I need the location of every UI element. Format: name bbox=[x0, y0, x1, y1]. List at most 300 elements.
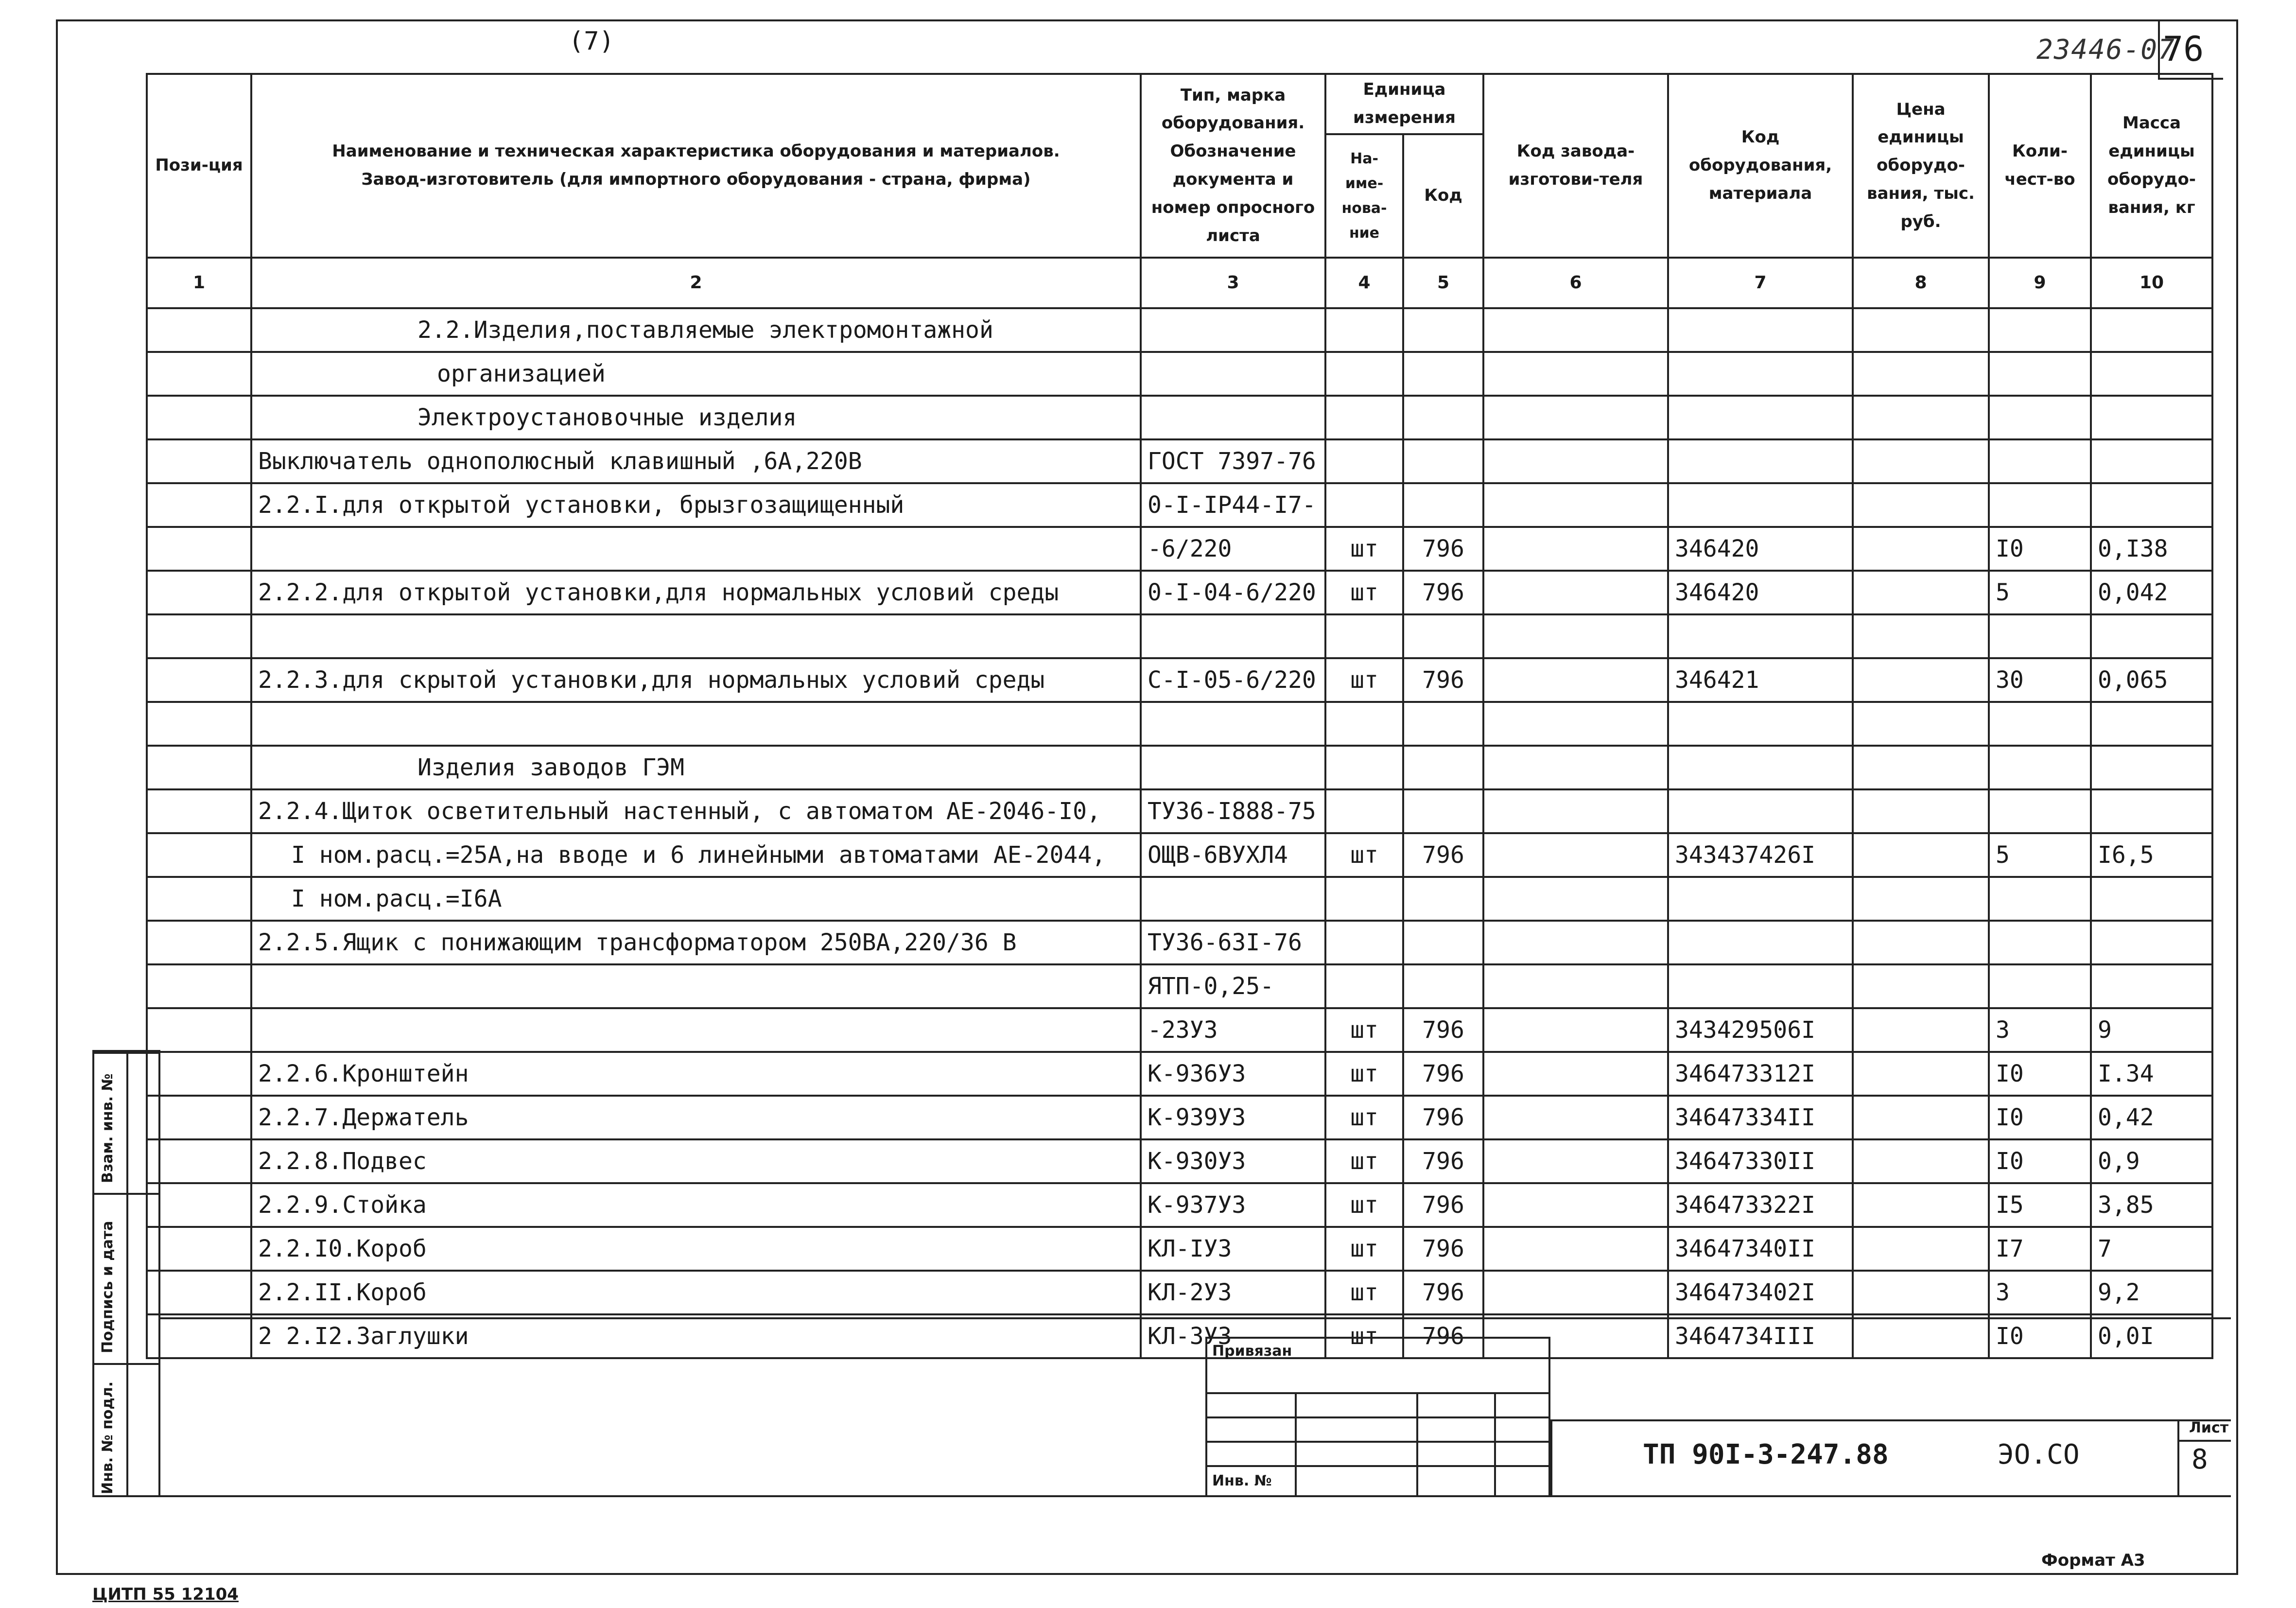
cell-equipment-code: 34647330II bbox=[1668, 1139, 1853, 1183]
cell-equipment-code bbox=[1668, 877, 1853, 921]
cell-unit-code bbox=[1403, 921, 1483, 964]
cell-position bbox=[147, 352, 251, 396]
sheet-box bbox=[2177, 1419, 2231, 1497]
column-number: 1 bbox=[147, 258, 251, 308]
cell-equipment-code bbox=[1668, 439, 1853, 483]
cell-mass: 0,042 bbox=[2091, 571, 2212, 614]
cell-mass: 0,0I bbox=[2091, 1314, 2212, 1358]
cell-mass bbox=[2091, 352, 2212, 396]
cell-position bbox=[147, 483, 251, 527]
cell-type: 0-I-IP44-I7- bbox=[1141, 483, 1325, 527]
cell-name: 2.2.Изделия,поставляемые электромонтажной bbox=[251, 308, 1141, 352]
cell-type: ГОСТ 7397-76 bbox=[1141, 439, 1325, 483]
header-factory-code: Код завода-изготови-теля bbox=[1483, 74, 1668, 258]
header-position: Пози-ция bbox=[147, 74, 251, 258]
header-name-line2: Завод-изготовитель (для импортного оборудования - страна, фирма) bbox=[361, 170, 1031, 189]
cell-mass bbox=[2091, 877, 2212, 921]
cell-position bbox=[147, 702, 251, 746]
cell-factory-code bbox=[1483, 658, 1668, 702]
header-unit-group: Единица измерения bbox=[1325, 74, 1483, 134]
cell-position bbox=[147, 1227, 251, 1271]
cell-type: КЛ-3У3 bbox=[1141, 1314, 1325, 1358]
cell-type: -23У3 bbox=[1141, 1008, 1325, 1052]
cell-equipment-code: 346473402I bbox=[1668, 1271, 1853, 1314]
cell-unit: шт bbox=[1325, 527, 1403, 571]
cell-position bbox=[147, 658, 251, 702]
header-equipment-code: Код оборудования, материала bbox=[1668, 74, 1853, 258]
table-row bbox=[147, 1052, 2212, 1096]
cell-unit bbox=[1325, 439, 1403, 483]
column-number: 9 bbox=[1989, 258, 2091, 308]
cell-price bbox=[1853, 483, 1989, 527]
cell-unit-code: 796 bbox=[1403, 658, 1483, 702]
cell-unit bbox=[1325, 308, 1403, 352]
header-name-line1: Наименование и техническая характеристика оборудования и материалов. bbox=[332, 141, 1060, 161]
cell-price bbox=[1853, 396, 1989, 439]
cell-type bbox=[1141, 308, 1325, 352]
column-number-row bbox=[147, 258, 2212, 308]
cell-quantity bbox=[1989, 614, 2091, 658]
cell-factory-code bbox=[1483, 702, 1668, 746]
cell-name: I ном.расц.=25А,на вводе и 6 линейными автоматами АЕ-2044, bbox=[251, 833, 1141, 877]
header-row bbox=[147, 74, 2212, 134]
cell-quantity: I0 bbox=[1989, 1139, 2091, 1183]
header-quantity: Коли-чест-во bbox=[1989, 74, 2091, 258]
table-row bbox=[147, 702, 2212, 746]
header-unit-name: На-име-нова-ние bbox=[1325, 134, 1403, 258]
cell-name: Электроустановочные изделия bbox=[251, 396, 1141, 439]
cell-quantity bbox=[1989, 789, 2091, 833]
side-label-inv-orig: Инв. № подл. bbox=[99, 1381, 116, 1494]
cell-unit-code bbox=[1403, 746, 1483, 789]
cell-quantity bbox=[1989, 877, 2091, 921]
cell-unit-code: 796 bbox=[1403, 1008, 1483, 1052]
cell-type: ТУ36-63I-76 bbox=[1141, 921, 1325, 964]
cell-quantity bbox=[1989, 702, 2091, 746]
cell-quantity bbox=[1989, 483, 2091, 527]
cell-factory-code bbox=[1483, 308, 1668, 352]
cell-mass: 7 bbox=[2091, 1227, 2212, 1271]
cell-price bbox=[1853, 658, 1989, 702]
cell-price bbox=[1853, 352, 1989, 396]
cell-unit: шт bbox=[1325, 1139, 1403, 1183]
cell-type: К-939У3 bbox=[1141, 1096, 1325, 1139]
cell-name: 2.2.I.для открытой установки, брызгозащищенный bbox=[251, 483, 1141, 527]
cell-equipment-code bbox=[1668, 702, 1853, 746]
cell-position bbox=[147, 1183, 251, 1227]
cell-factory-code bbox=[1483, 439, 1668, 483]
cell-name bbox=[251, 527, 1141, 571]
cell-type: К-937У3 bbox=[1141, 1183, 1325, 1227]
cell-unit-code bbox=[1403, 877, 1483, 921]
cell-factory-code bbox=[1483, 877, 1668, 921]
cell-price bbox=[1853, 571, 1989, 614]
table-row bbox=[147, 964, 2212, 1008]
cell-unit: шт bbox=[1325, 1314, 1403, 1358]
cell-mass bbox=[2091, 308, 2212, 352]
cell-price bbox=[1853, 1139, 1989, 1183]
cell-factory-code bbox=[1483, 1096, 1668, 1139]
cell-factory-code bbox=[1483, 833, 1668, 877]
cell-quantity bbox=[1989, 921, 2091, 964]
specification-table bbox=[146, 73, 2213, 1359]
table-row bbox=[147, 658, 2212, 702]
archive-number: 23446-07 bbox=[2036, 34, 2175, 66]
cell-factory-code bbox=[1483, 1271, 1668, 1314]
cell-name: 2.2.I0.Короб bbox=[251, 1227, 1141, 1271]
cell-name: 2.2.6.Кронштейн bbox=[251, 1052, 1141, 1096]
cell-type: ОЩВ-6ВУХЛ4 bbox=[1141, 833, 1325, 877]
table-row bbox=[147, 1183, 2212, 1227]
header-mass: Масса единицы оборудо-вания, кг bbox=[2091, 74, 2212, 258]
sheet-label: Лист bbox=[2189, 1419, 2229, 1436]
cell-unit-code bbox=[1403, 483, 1483, 527]
cell-type: ЯТП-0,25- bbox=[1141, 964, 1325, 1008]
cell-unit-code: 796 bbox=[1403, 527, 1483, 571]
cell-unit bbox=[1325, 483, 1403, 527]
column-number: 4 bbox=[1325, 258, 1403, 308]
cell-quantity bbox=[1989, 964, 2091, 1008]
cell-mass bbox=[2091, 789, 2212, 833]
cell-mass bbox=[2091, 746, 2212, 789]
format-label: Формат А3 bbox=[2041, 1551, 2145, 1570]
cell-equipment-code bbox=[1668, 789, 1853, 833]
header-name bbox=[251, 74, 1141, 258]
cell-equipment-code: 346473312I bbox=[1668, 1052, 1853, 1096]
table-row bbox=[147, 571, 2212, 614]
cell-factory-code bbox=[1483, 1139, 1668, 1183]
cell-unit bbox=[1325, 614, 1403, 658]
cell-unit bbox=[1325, 964, 1403, 1008]
cell-quantity: I0 bbox=[1989, 1314, 2091, 1358]
cell-unit bbox=[1325, 396, 1403, 439]
cell-position bbox=[147, 1139, 251, 1183]
cell-mass: 0,I38 bbox=[2091, 527, 2212, 571]
sheet-number: 8 bbox=[2192, 1444, 2208, 1475]
cell-unit-code: 796 bbox=[1403, 1183, 1483, 1227]
column-number: 3 bbox=[1141, 258, 1325, 308]
cell-factory-code bbox=[1483, 746, 1668, 789]
cell-price bbox=[1853, 1227, 1989, 1271]
column-number: 6 bbox=[1483, 258, 1668, 308]
cell-mass: 9 bbox=[2091, 1008, 2212, 1052]
table-row bbox=[147, 1096, 2212, 1139]
cell-price bbox=[1853, 877, 1989, 921]
cell-unit-code: 796 bbox=[1403, 1271, 1483, 1314]
cell-mass: 9,2 bbox=[2091, 1271, 2212, 1314]
table-row bbox=[147, 1227, 2212, 1271]
column-number: 8 bbox=[1853, 258, 1989, 308]
cell-unit bbox=[1325, 702, 1403, 746]
cell-unit-code bbox=[1403, 702, 1483, 746]
cell-position bbox=[147, 571, 251, 614]
cell-equipment-code: 346420 bbox=[1668, 571, 1853, 614]
cell-name: I ном.расц.=I6А bbox=[251, 877, 1141, 921]
table-row bbox=[147, 1008, 2212, 1052]
cell-equipment-code bbox=[1668, 614, 1853, 658]
cell-factory-code bbox=[1483, 614, 1668, 658]
cell-price bbox=[1853, 746, 1989, 789]
cell-equipment-code bbox=[1668, 308, 1853, 352]
cell-quantity bbox=[1989, 396, 2091, 439]
table-row bbox=[147, 1271, 2212, 1314]
table-row bbox=[147, 877, 2212, 921]
cell-position bbox=[147, 308, 251, 352]
cell-factory-code bbox=[1483, 527, 1668, 571]
cell-type bbox=[1141, 746, 1325, 789]
cell-quantity: I0 bbox=[1989, 527, 2091, 571]
cell-mass bbox=[2091, 921, 2212, 964]
stamp-inv-label: Инв. № bbox=[1212, 1472, 1272, 1489]
cell-unit-code bbox=[1403, 396, 1483, 439]
cell-quantity: I0 bbox=[1989, 1096, 2091, 1139]
cell-name: 2.2.7.Держатель bbox=[251, 1096, 1141, 1139]
page-top-number: (7) bbox=[569, 27, 614, 56]
cell-unit-code bbox=[1403, 789, 1483, 833]
cell-mass bbox=[2091, 614, 2212, 658]
cell-unit-code: 796 bbox=[1403, 1314, 1483, 1358]
cell-type: ТУ36-I888-75 bbox=[1141, 789, 1325, 833]
cell-type: К-936У3 bbox=[1141, 1052, 1325, 1096]
attachment-stamp bbox=[1205, 1337, 1550, 1497]
cell-price bbox=[1853, 1052, 1989, 1096]
cell-price bbox=[1853, 308, 1989, 352]
table-row bbox=[147, 921, 2212, 964]
header-unit-code: Код bbox=[1403, 134, 1483, 258]
print-code: ЦИТП 55 12104 bbox=[92, 1585, 239, 1604]
cell-quantity: 5 bbox=[1989, 833, 2091, 877]
table-row bbox=[147, 396, 2212, 439]
cell-position bbox=[147, 746, 251, 789]
cell-equipment-code bbox=[1668, 746, 1853, 789]
cell-price bbox=[1853, 1183, 1989, 1227]
cell-name bbox=[251, 1008, 1141, 1052]
table-row bbox=[147, 1139, 2212, 1183]
cell-unit: шт bbox=[1325, 571, 1403, 614]
column-number: 7 bbox=[1668, 258, 1853, 308]
cell-unit: шт bbox=[1325, 1271, 1403, 1314]
cell-position bbox=[147, 614, 251, 658]
cell-unit: шт bbox=[1325, 658, 1403, 702]
cell-equipment-code: 3464734III bbox=[1668, 1314, 1853, 1358]
cell-quantity: 3 bbox=[1989, 1008, 2091, 1052]
cell-mass bbox=[2091, 396, 2212, 439]
cell-factory-code bbox=[1483, 1227, 1668, 1271]
cell-unit: шт bbox=[1325, 1183, 1403, 1227]
cell-unit-code: 796 bbox=[1403, 1052, 1483, 1096]
cell-name: 2.2.3.для скрытой установки,для нормальных условий среды bbox=[251, 658, 1141, 702]
cell-unit-code: 796 bbox=[1403, 1139, 1483, 1183]
side-label-signature-date: Подпись и дата bbox=[99, 1221, 116, 1353]
cell-type: КЛ-IУ3 bbox=[1141, 1227, 1325, 1271]
cell-equipment-code bbox=[1668, 921, 1853, 964]
cell-unit: шт bbox=[1325, 833, 1403, 877]
cell-name: организацией bbox=[251, 352, 1141, 396]
cell-unit-code: 796 bbox=[1403, 1227, 1483, 1271]
cell-name bbox=[251, 964, 1141, 1008]
cell-mass: I6,5 bbox=[2091, 833, 2212, 877]
cell-position bbox=[147, 439, 251, 483]
cell-position bbox=[147, 833, 251, 877]
cell-factory-code bbox=[1483, 571, 1668, 614]
cell-equipment-code: 346473322I bbox=[1668, 1183, 1853, 1227]
cell-equipment-code: 34647334II bbox=[1668, 1096, 1853, 1139]
cell-unit-code bbox=[1403, 439, 1483, 483]
cell-type bbox=[1141, 396, 1325, 439]
cell-quantity: 30 bbox=[1989, 658, 2091, 702]
cell-equipment-code bbox=[1668, 964, 1853, 1008]
cell-price bbox=[1853, 702, 1989, 746]
cell-mass bbox=[2091, 702, 2212, 746]
cell-type bbox=[1141, 352, 1325, 396]
cell-factory-code bbox=[1483, 1008, 1668, 1052]
table-row bbox=[147, 746, 2212, 789]
cell-equipment-code: 343437426I bbox=[1668, 833, 1853, 877]
cell-price bbox=[1853, 1096, 1989, 1139]
cell-equipment-code: 34647340II bbox=[1668, 1227, 1853, 1271]
cell-factory-code bbox=[1483, 483, 1668, 527]
cell-name: 2.2.8.Подвес bbox=[251, 1139, 1141, 1183]
column-number: 2 bbox=[251, 258, 1141, 308]
cell-mass: I.34 bbox=[2091, 1052, 2212, 1096]
cell-type: КЛ-2У3 bbox=[1141, 1271, 1325, 1314]
cell-name bbox=[251, 614, 1141, 658]
cell-equipment-code bbox=[1668, 483, 1853, 527]
table-row bbox=[147, 352, 2212, 396]
cell-unit-code bbox=[1403, 352, 1483, 396]
cell-quantity bbox=[1989, 308, 2091, 352]
cell-type: -6/220 bbox=[1141, 527, 1325, 571]
side-stamp bbox=[92, 1050, 160, 1497]
cell-unit-code: 796 bbox=[1403, 833, 1483, 877]
column-number: 10 bbox=[2091, 258, 2212, 308]
column-number: 5 bbox=[1403, 258, 1483, 308]
cell-type: С-I-05-6/220 bbox=[1141, 658, 1325, 702]
cell-price bbox=[1853, 833, 1989, 877]
cell-unit: шт bbox=[1325, 1008, 1403, 1052]
cell-unit-code: 796 bbox=[1403, 571, 1483, 614]
cell-quantity bbox=[1989, 746, 2091, 789]
cell-factory-code bbox=[1483, 789, 1668, 833]
cell-name: 2.2.9.Стойка bbox=[251, 1183, 1141, 1227]
cell-position bbox=[147, 1096, 251, 1139]
cell-price bbox=[1853, 789, 1989, 833]
cell-price bbox=[1853, 1271, 1989, 1314]
table-row bbox=[147, 308, 2212, 352]
cell-unit-code bbox=[1403, 964, 1483, 1008]
cell-unit-code bbox=[1403, 614, 1483, 658]
cell-equipment-code bbox=[1668, 352, 1853, 396]
cell-unit bbox=[1325, 789, 1403, 833]
table-row bbox=[147, 483, 2212, 527]
cell-mass bbox=[2091, 483, 2212, 527]
table-row bbox=[147, 833, 2212, 877]
cell-unit bbox=[1325, 921, 1403, 964]
stamp-attached-label: Привязан bbox=[1212, 1343, 1292, 1360]
cell-name: Выключатель однополюсный клавишный ,6А,220В bbox=[251, 439, 1141, 483]
cell-name: 2 2.I2.Заглушки bbox=[251, 1314, 1141, 1358]
table-row bbox=[147, 789, 2212, 833]
table-row bbox=[147, 614, 2212, 658]
cell-position bbox=[147, 1008, 251, 1052]
corner-sheet-number: 76 bbox=[2163, 29, 2204, 69]
cell-type: 0-I-04-6/220 bbox=[1141, 571, 1325, 614]
cell-factory-code bbox=[1483, 396, 1668, 439]
cell-factory-code bbox=[1483, 964, 1668, 1008]
cell-factory-code bbox=[1483, 1052, 1668, 1096]
cell-mass: 0,065 bbox=[2091, 658, 2212, 702]
cell-name: 2.2.II.Короб bbox=[251, 1271, 1141, 1314]
table-row bbox=[147, 439, 2212, 483]
cell-equipment-code: 346421 bbox=[1668, 658, 1853, 702]
cell-quantity: I0 bbox=[1989, 1052, 2091, 1096]
cell-type bbox=[1141, 702, 1325, 746]
cell-quantity bbox=[1989, 439, 2091, 483]
cell-position bbox=[147, 1271, 251, 1314]
cell-factory-code bbox=[1483, 921, 1668, 964]
cell-price bbox=[1853, 439, 1989, 483]
cell-unit: шт bbox=[1325, 1052, 1403, 1096]
cell-name: 2.2.5.Ящик с понижающим трансформатором 250ВА,220/36 В bbox=[251, 921, 1141, 964]
cell-quantity: 3 bbox=[1989, 1271, 2091, 1314]
cell-mass bbox=[2091, 439, 2212, 483]
cell-mass bbox=[2091, 964, 2212, 1008]
cell-equipment-code: 343429506I bbox=[1668, 1008, 1853, 1052]
cell-unit: шт bbox=[1325, 1096, 1403, 1139]
cell-name: Изделия заводов ГЭМ bbox=[251, 746, 1141, 789]
cell-position bbox=[147, 527, 251, 571]
cell-position bbox=[147, 789, 251, 833]
cell-quantity bbox=[1989, 352, 2091, 396]
cell-quantity: 5 bbox=[1989, 571, 2091, 614]
cell-factory-code bbox=[1483, 352, 1668, 396]
cell-mass: 3,85 bbox=[2091, 1183, 2212, 1227]
cell-type bbox=[1141, 877, 1325, 921]
cell-unit bbox=[1325, 877, 1403, 921]
cell-mass: 0,9 bbox=[2091, 1139, 2212, 1183]
cell-equipment-code bbox=[1668, 396, 1853, 439]
cell-type bbox=[1141, 614, 1325, 658]
table-row bbox=[147, 527, 2212, 571]
cell-equipment-code: 346420 bbox=[1668, 527, 1853, 571]
cell-unit-code: 796 bbox=[1403, 1096, 1483, 1139]
cell-position bbox=[147, 396, 251, 439]
cell-unit bbox=[1325, 352, 1403, 396]
cell-position bbox=[147, 1052, 251, 1096]
cell-position bbox=[147, 921, 251, 964]
cell-name bbox=[251, 702, 1141, 746]
cell-mass: 0,42 bbox=[2091, 1096, 2212, 1139]
document-code: ТП 90I-3-247.88 bbox=[1643, 1439, 1889, 1470]
cell-name: 2.2.2.для открытой установки,для нормальных условий среды bbox=[251, 571, 1141, 614]
cell-unit: шт bbox=[1325, 1227, 1403, 1271]
header-price: Цена единицы оборудо-вания, тыс. руб. bbox=[1853, 74, 1989, 258]
header-type: Тип, марка оборудования. Обозначение документа и номер опросного листа bbox=[1141, 74, 1325, 258]
cell-factory-code bbox=[1483, 1183, 1668, 1227]
cell-unit bbox=[1325, 746, 1403, 789]
cell-price bbox=[1853, 527, 1989, 571]
document-section: ЭО.СО bbox=[1998, 1439, 2080, 1470]
cell-price bbox=[1853, 921, 1989, 964]
cell-unit-code bbox=[1403, 308, 1483, 352]
cell-name: 2.2.4.Щиток осветительный настенный, с автоматом АЕ-2046-I0, bbox=[251, 789, 1141, 833]
cell-price bbox=[1853, 964, 1989, 1008]
cell-price bbox=[1853, 614, 1989, 658]
cell-quantity: I5 bbox=[1989, 1183, 2091, 1227]
cell-quantity: I7 bbox=[1989, 1227, 2091, 1271]
cell-type: К-930У3 bbox=[1141, 1139, 1325, 1183]
cell-position bbox=[147, 877, 251, 921]
